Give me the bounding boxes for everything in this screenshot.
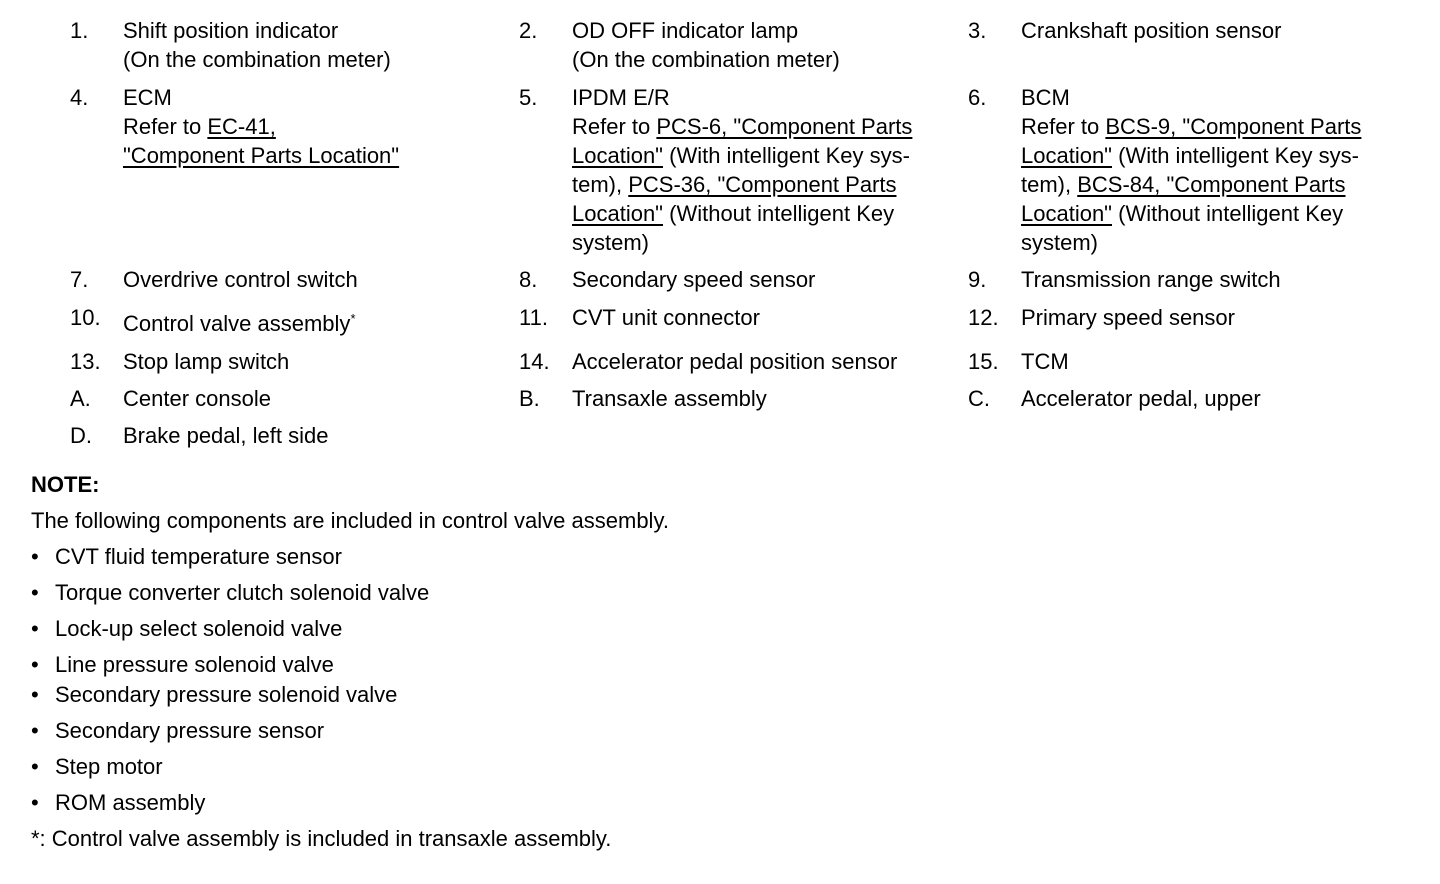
bullet-icon: •: [31, 544, 39, 569]
without-key-text-continued: system): [572, 230, 649, 255]
bullet-icon: •: [31, 754, 39, 779]
bullet-icon: •: [31, 652, 39, 677]
without-key-text: (Without intelligent Key: [1112, 201, 1344, 226]
item-number: 3.: [968, 18, 987, 43]
note-intro: The following components are included in control valve assembly.: [31, 508, 669, 533]
item-number: 9.: [968, 267, 987, 292]
with-key-text-continued: tem),: [572, 172, 629, 197]
item-label: OD OFF indicator lamp: [572, 18, 799, 43]
item-sublabel: (On the combination meter): [123, 47, 391, 72]
item-letter: D.: [70, 423, 92, 448]
item-label: Control valve assembly: [123, 311, 351, 336]
refer-text: Refer to: [572, 114, 657, 139]
item-number: 11.: [519, 305, 548, 330]
note-bullet-item: [31, 650, 334, 679]
bullet-icon: •: [31, 682, 39, 707]
item-label: TCM: [1021, 349, 1069, 374]
note-bullet-item: [31, 752, 163, 781]
bullet-icon: •: [31, 616, 39, 641]
link-bcs-84-continued[interactable]: Location": [1021, 201, 1112, 226]
item-number: 10.: [70, 305, 101, 330]
refer-text: Refer to: [1021, 114, 1106, 139]
with-key-text: (With intelligent Key sys-: [663, 143, 910, 168]
link-pcs-6-continued[interactable]: Location": [572, 143, 663, 168]
bullet-text: CVT fluid temperature sensor: [55, 544, 342, 569]
item-label: Center console: [123, 386, 271, 411]
item-number: 2.: [519, 18, 538, 43]
link-pcs-36-continued[interactable]: Location": [572, 201, 663, 226]
note-bullet-item: [31, 788, 205, 817]
item-label: ECM: [123, 85, 172, 110]
link-bcs-84[interactable]: BCS-84, "Component Parts: [1077, 172, 1346, 197]
bullet-icon: •: [31, 718, 39, 743]
note-bullet-item: [31, 680, 397, 709]
item-number: 5.: [519, 85, 538, 110]
bullet-text: Torque converter clutch solenoid valve: [55, 580, 430, 605]
item-number: 15.: [968, 349, 999, 374]
item-label: BCM: [1021, 85, 1070, 110]
note-bullet-item: [31, 614, 342, 643]
item-number: 4.: [70, 85, 89, 110]
item-label: CVT unit connector: [572, 305, 760, 330]
footnote-marker: *: [350, 311, 356, 326]
item-label: Brake pedal, left side: [123, 423, 329, 448]
without-key-text-continued: system): [1021, 230, 1098, 255]
bullet-text: Secondary pressure solenoid valve: [55, 682, 398, 707]
bullet-text: Lock-up select solenoid valve: [55, 616, 343, 641]
bullet-text: Secondary pressure sensor: [55, 718, 325, 743]
item-number: 1.: [70, 18, 89, 43]
link-bcs-9[interactable]: BCS-9, "Component Parts: [1105, 114, 1362, 139]
bullet-text: ROM assembly: [55, 790, 206, 815]
note-bullet-item: [31, 542, 342, 571]
item-number: 8.: [519, 267, 538, 292]
item-label: Transaxle assembly: [572, 386, 767, 411]
without-key-text: (Without intelligent Key: [663, 201, 895, 226]
item-number: 14.: [519, 349, 550, 374]
item-label: Primary speed sensor: [1021, 305, 1235, 330]
item-sublabel: (On the combination meter): [572, 47, 840, 72]
item-label: Overdrive control switch: [123, 267, 358, 292]
link-bcs-9-continued[interactable]: Location": [1021, 143, 1112, 168]
with-key-text: (With intelligent Key sys-: [1112, 143, 1359, 168]
item-letter: B.: [519, 386, 540, 411]
item-letter: C.: [968, 386, 990, 411]
bullet-text: Line pressure solenoid valve: [55, 652, 334, 677]
item-number: 12.: [968, 305, 999, 330]
refer-text: Refer to: [123, 114, 208, 139]
bullet-icon: •: [31, 580, 39, 605]
bullet-icon: •: [31, 790, 39, 815]
link-pcs-6[interactable]: PCS-6, "Component Parts: [656, 114, 913, 139]
item-label: Secondary speed sensor: [572, 267, 816, 292]
note-heading: NOTE:: [31, 472, 100, 497]
item-number: 13.: [70, 349, 101, 374]
link-ec-41-continued[interactable]: "Component Parts Location": [123, 143, 400, 168]
item-label: Crankshaft position sensor: [1021, 18, 1282, 43]
item-label: Transmission range switch: [1021, 267, 1281, 292]
note-bullet-item: [31, 578, 429, 607]
item-label: Stop lamp switch: [123, 349, 290, 374]
item-label: Shift position indicator: [123, 18, 339, 43]
item-label: IPDM E/R: [572, 85, 670, 110]
item-label: Accelerator pedal, upper: [1021, 386, 1261, 411]
link-ec-41[interactable]: EC-41,: [207, 114, 276, 139]
with-key-text-continued: tem),: [1021, 172, 1078, 197]
bullet-text: Step motor: [55, 754, 163, 779]
item-number: 6.: [968, 85, 987, 110]
link-pcs-36[interactable]: PCS-36, "Component Parts: [628, 172, 897, 197]
note-bullet-item: [31, 716, 324, 745]
footnote: *: Control valve assembly is included in transaxle assembly.: [31, 826, 612, 851]
item-letter: A.: [70, 386, 91, 411]
item-number: 7.: [70, 267, 89, 292]
item-label: Accelerator pedal position sensor: [572, 349, 898, 374]
